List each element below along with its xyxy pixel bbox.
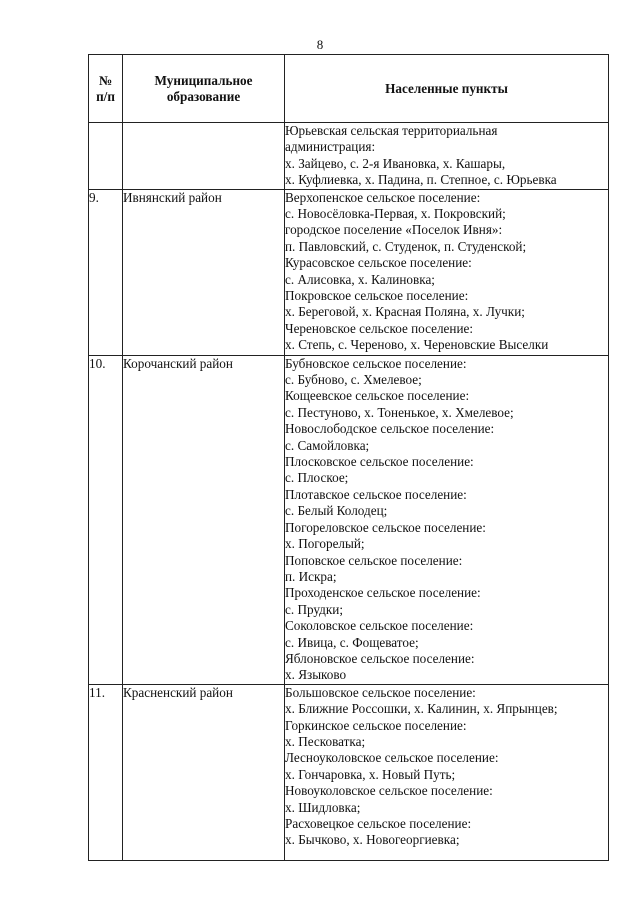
settlement-line: Большовское сельское поселение: — [285, 684, 476, 700]
settlement-line: п. Искра; — [285, 568, 337, 584]
settlement-line: с. Самойловка; — [285, 437, 370, 453]
settlements-table — [88, 54, 609, 861]
settlement-line: Верхопенское сельское поселение: — [285, 189, 481, 205]
settlement-line: Покровское сельское поселение: — [285, 288, 469, 304]
settlement-line: Курасовское сельское поселение: — [285, 255, 472, 271]
table-row — [89, 123, 609, 190]
district-name — [123, 123, 285, 190]
settlement-line: с. Белый Колодец; — [285, 503, 388, 519]
settlement-line: х. Бычково, х. Новогеоргиевка; — [285, 832, 460, 848]
settlement-line: х. Гончаровка, х. Новый Путь; — [285, 766, 456, 782]
settlement-line: Новоуколовское сельское поселение: — [285, 783, 493, 799]
settlement-line: с. Новосёловка-Первая, х. Покровский; — [285, 206, 506, 222]
settlement-line: Расховецкое сельское поселение: — [285, 816, 472, 831]
row-number: 10. — [89, 355, 123, 684]
settlement-line: Череновское сельское поселение: — [285, 320, 474, 336]
settlement-line: х. Зайцево, с. 2-я Ивановка, х. Кашары, — [285, 155, 506, 171]
settlement-line: с. Алисовка, х. Калиновка; — [285, 271, 435, 287]
settlement-line: Поповское сельское поселение: — [285, 552, 463, 568]
settlement-line: х. Погорелый; — [285, 536, 365, 552]
header-municipality — [123, 55, 285, 123]
settlements-cell — [285, 189, 609, 355]
header-municipality-line-2: образование — [166, 88, 241, 104]
settlement-line: с. Пестуново, х. Тоненькое, х. Хмелевое; — [285, 404, 514, 420]
settlement-line: Соколовское сельское поселение: — [285, 618, 474, 634]
settlement-line: администрация: — [285, 139, 376, 155]
settlement-line: Кощеевское сельское поселение: — [285, 388, 470, 404]
settlement-line: Бубновское сельское поселение: — [285, 355, 467, 371]
settlement-line: п. Павловский, с. Студенок, п. Студенской; — [285, 238, 527, 254]
settlement-line: х. Степь, с. Череново, х. Череновские Выселки — [285, 337, 549, 353]
settlement-line: с. Плоское; — [285, 470, 349, 486]
settlement-line: Погореловское сельское поселение: — [285, 519, 486, 535]
table-row — [89, 355, 609, 684]
settlement-line: Новослободское сельское поселение: — [285, 421, 495, 437]
header-number — [89, 55, 123, 123]
table-row — [89, 684, 609, 860]
table-row — [89, 189, 609, 355]
settlements-cell — [285, 123, 609, 190]
settlement-line: Лесноуколовское сельское поселение: — [285, 750, 499, 766]
settlement-line: х. Ближние Россошки, х. Калинин, х. Япрынцев; — [285, 701, 558, 717]
settlements-cell — [285, 355, 609, 684]
table-header-row — [89, 55, 609, 123]
settlement-line: Горкинское сельское поселение: — [285, 717, 467, 733]
header-number-line-1: № — [98, 72, 113, 88]
settlement-line: х. Языково — [285, 667, 347, 683]
row-number — [89, 123, 123, 190]
settlement-line: с. Прудки; — [285, 601, 343, 617]
settlement-line: Юрьевская сельская территориальная — [285, 123, 498, 138]
settlement-line: х. Шидловка; — [285, 799, 361, 815]
row-number: 11. — [89, 684, 123, 860]
settlement-line: с. Ивица, с. Фощеватое; — [285, 634, 419, 650]
settlement-line: Проходенское сельское поселение: — [285, 585, 481, 601]
district-name: Ивнянский район — [123, 189, 285, 355]
settlement-line: Плотавское сельское поселение: — [285, 486, 467, 502]
settlement-line: с. Бубново, с. Хмелевое; — [285, 372, 422, 388]
settlements-cell — [285, 684, 609, 860]
settlement-line: городское поселение «Поселок Ивня»: — [285, 222, 503, 238]
page-number: 8 — [316, 37, 324, 52]
settlement-line: х. Песковатка; — [285, 733, 366, 749]
header-number-line-2: п/п — [96, 88, 115, 104]
row-number: 9. — [89, 189, 123, 355]
district-name: Красненский район — [123, 684, 285, 860]
district-name: Корочанский район — [123, 355, 285, 684]
header-settlements: Населенные пункты — [285, 55, 609, 123]
settlement-line: х. Куфлиевка, х. Падина, п. Степное, с. Юрьевка — [285, 172, 557, 188]
settlement-line: Яблоновское сельское поселение: — [285, 650, 475, 666]
settlement-line: Плосковское сельское поселение: — [285, 454, 474, 470]
header-municipality-line-1: Муниципальное — [154, 72, 253, 88]
settlement-line: х. Береговой, х. Красная Поляна, х. Лучки; — [285, 304, 525, 320]
